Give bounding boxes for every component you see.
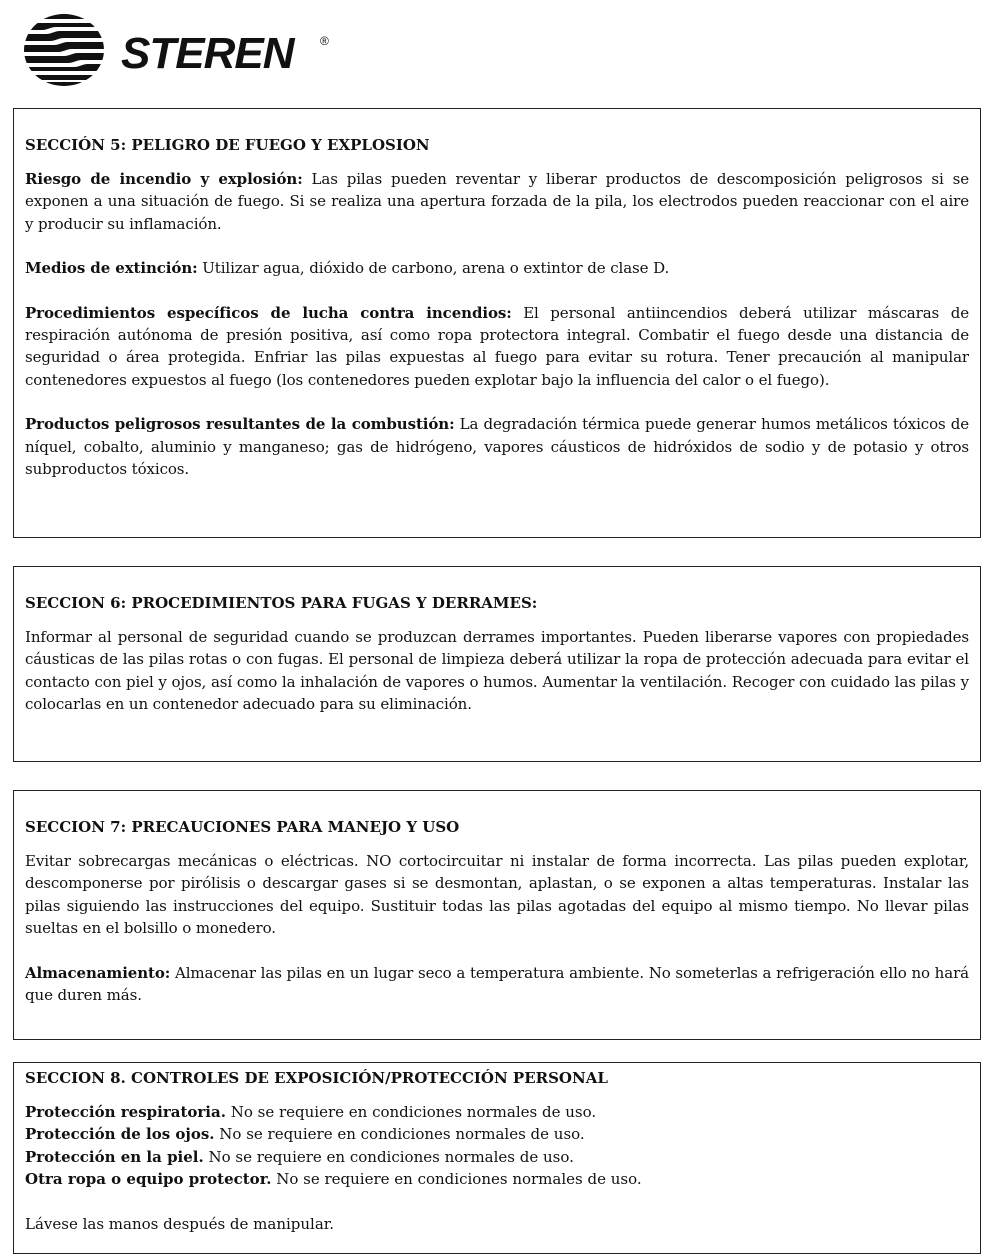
- section-6-title: SECCION 6: PROCEDIMIENTOS PARA FUGAS Y DERRAMES:: [25, 594, 538, 612]
- fire-explosion-risk-text: Las pilas pueden reventar y liberar productos de descomposición peligrosos si se exponen a una situación de fuego. Si se realiza una apertura forzada de la pila, los electrodos pueden reaccionar con el aire y producir su inflamación.: [25, 170, 969, 233]
- section-6-box: [13, 566, 981, 762]
- registered-mark: ®: [320, 34, 329, 48]
- other-protective-equipment-label: Otra ropa o equipo protector.: [25, 1170, 272, 1189]
- eye-protection-text: No se requiere en condiciones normales de uso.: [214, 1125, 585, 1144]
- extinguishing-media-label: Medios de extinción:: [25, 259, 198, 278]
- combustion-products-text: La degradación térmica puede generar humos metálicos tóxicos de níquel, cobalto, aluminio y manganeso; gas de hidrógeno, vapores cáusticos de hidróxidos de sodio y de potasio y otros subproductos tóxicos.: [25, 415, 969, 479]
- combustion-products-label: Productos peligrosos resultantes de la combustión:: [25, 415, 455, 434]
- firefighting-procedures-text: El personal antiincendios deberá utilizar máscaras de respiración autónoma de presión positiva, así como ropa protectora integral. Combatir el fuego desde una distancia de seguridad o área protegida. Enfriar las pilas expuestas al fuego para evitar su rotura. Tener precaución al manipular contenedores expuestos al fuego (los contenedores pueden explotar bajo la influencia del calor o el fuego).: [25, 303, 969, 389]
- section-5-title: SECCIÓN 5: PELIGRO DE FUEGO Y EXPLOSION: [25, 136, 430, 154]
- skin-protection-label: Protección en la piel.: [25, 1147, 204, 1166]
- other-protective-equipment-line: [25, 1168, 969, 1190]
- fire-explosion-risk-paragraph: [25, 168, 969, 235]
- respiratory-protection-text: No se requiere en condiciones normales de uso.: [225, 1103, 597, 1121]
- section-7-title: SECCION 7: PRECAUCIONES PARA MANEJO Y USO: [25, 818, 460, 836]
- spill-procedures-paragraph: Informar al personal de seguridad cuando se produzcan derrames importantes. Pueden liberarse vapores con propiedades cáusticas de las pilas rotas o con fugas. El personal de limpieza deberá utilizar la ropa de protección adecuada para evitar el contacto con piel y ojos, así como la inhalación de vapores o humos. Aumentar la ventilación. Recoger con cuidado las pilas y colocarlas en un contenedor adecuado para su eliminación.: [25, 628, 969, 714]
- skin-protection-line: [25, 1146, 969, 1168]
- handling-precautions-paragraph: Evitar sobrecargas mecánicas o eléctricas. NO cortocircuitar ni instalar de forma incorrecta. Las pilas pueden explotar, descomponerse por pirólisis o descargar gases si se desmontan, aplastan, o se exponen a altas temperaturas. Instalar las pilas siguiendo las instrucciones del equipo. Sustituir todas las pilas agotadas del equipo al mismo tiempo. No llevar pilas sueltas en el bolsillo o monedero.: [25, 852, 969, 938]
- fire-explosion-risk-label: Riesgo de incendio y explosión:: [25, 170, 303, 188]
- wash-hands-note: Lávese las manos después de manipular.: [25, 1214, 335, 1233]
- respiratory-protection-line: [25, 1101, 969, 1123]
- section-5-box: [13, 108, 981, 538]
- combustion-products-paragraph: [25, 413, 969, 480]
- respiratory-protection-label: Protección respiratoria.: [25, 1103, 226, 1121]
- eye-protection-label: Protección de los ojos.: [25, 1125, 215, 1144]
- spacer: [25, 1191, 969, 1213]
- section-8-title: SECCION 8. CONTROLES DE EXPOSICIÓN/PROTECCIÓN PERSONAL: [25, 1069, 608, 1087]
- section-7-box: [13, 790, 981, 1040]
- steren-logo: [24, 12, 344, 90]
- storage-label: Almacenamiento:: [25, 963, 171, 982]
- skin-protection-text: No se requiere en condiciones normales de uso.: [203, 1147, 574, 1166]
- other-protective-equipment-text: No se requiere en condiciones normales de uso.: [271, 1170, 642, 1189]
- firefighting-procedures-label: Procedimientos específicos de lucha contra incendios:: [25, 303, 512, 322]
- storage-text: Almacenar las pilas en un lugar seco a temperatura ambiente. No someterlas a refrigeración ello no hará que duren más.: [25, 963, 969, 1005]
- firefighting-procedures-paragraph: [25, 302, 969, 392]
- steren-logo-mark: [24, 12, 344, 90]
- section-8-box: [13, 1062, 981, 1254]
- storage-paragraph: [25, 962, 969, 1007]
- extinguishing-media-text: Utilizar agua, dióxido de carbono, arena o extintor de clase D.: [197, 259, 670, 278]
- brand-wordmark: STEREN: [121, 29, 294, 78]
- extinguishing-media-paragraph: [25, 257, 969, 279]
- eye-protection-line: [25, 1123, 969, 1145]
